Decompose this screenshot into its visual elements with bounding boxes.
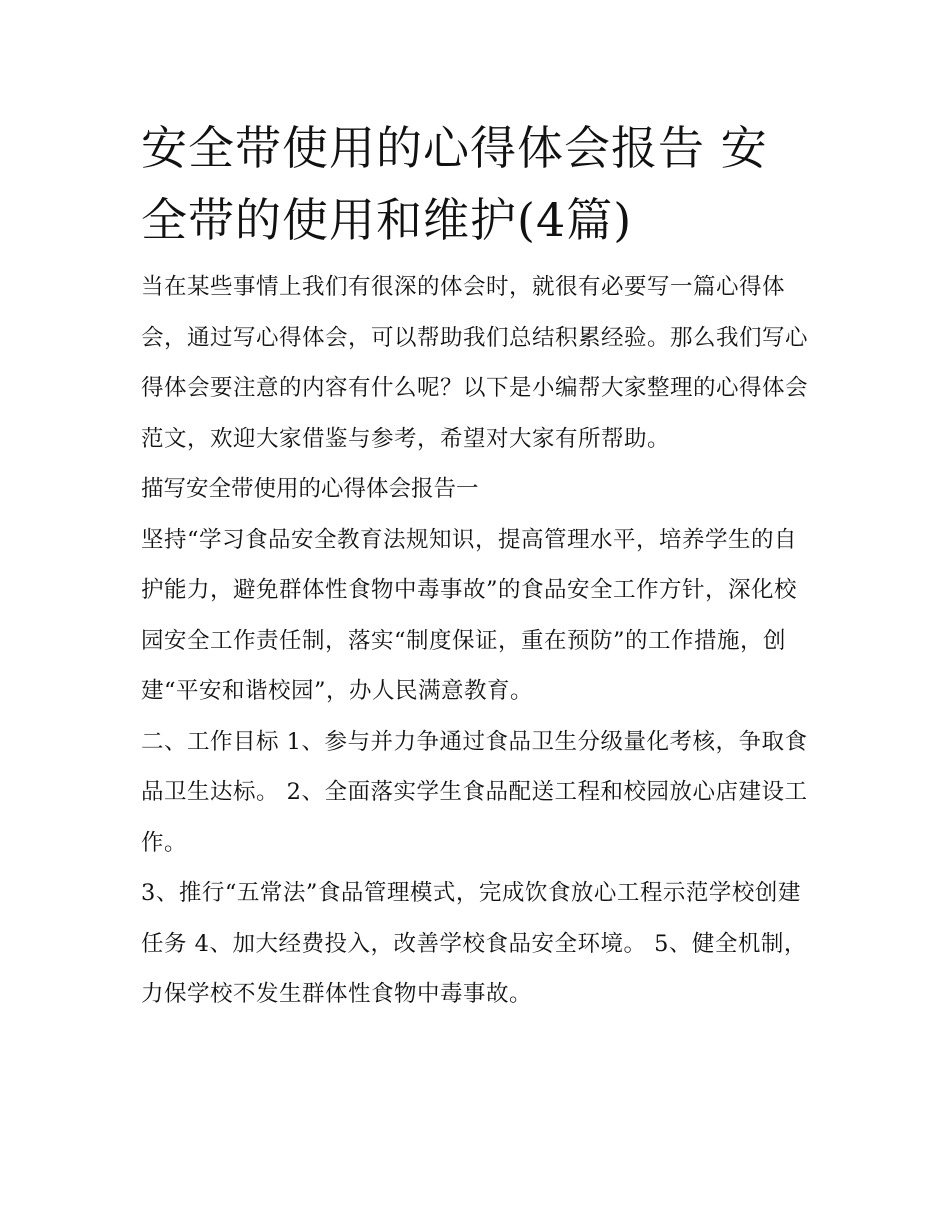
section-heading: 描写安全带使用的心得体会报告一	[141, 476, 479, 502]
body-paragraph-3: 3、推行“五常法”食品管理模式，完成饮食放心工程示范学校创建任务 4、加大经费投入，改善学校食品安全环境。 5、健全机制，力保学校不发生群体性食物中毒事故。	[141, 880, 807, 1007]
document-title: 安全带使用的心得体会报告 安全带的使用和维护(4篇)	[141, 121, 768, 247]
intro-paragraph: 当在某些事情上我们有很深的体会时，就很有必要写一篇心得体会，通过写心得体会，可以帮助我们总结积累经验。那么我们写心得体会要注意的内容有什么呢？以下是小编帮大家整理的心得体会范文，欢迎大家借鉴与参考，希望对大家有所帮助。	[141, 274, 809, 452]
body-paragraph-2: 二、工作目标 1、参与并力争通过食品卫生分级量化考核，争取食品卫生达标。 2、全面落实学生食品配送工程和校园放心店建设工作。	[141, 728, 808, 856]
body-paragraph-1: 坚持“学习食品安全教育法规知识，提高管理水平，培养学生的自护能力，避免群体性食物中毒事故”的食品安全工作方针，深化校园安全工作责任制，落实“制度保证，重在预防”的工作措施，创建“平安和谐校园”，办人民满意教育。	[141, 526, 798, 704]
document-page	[141, 112, 813, 1020]
